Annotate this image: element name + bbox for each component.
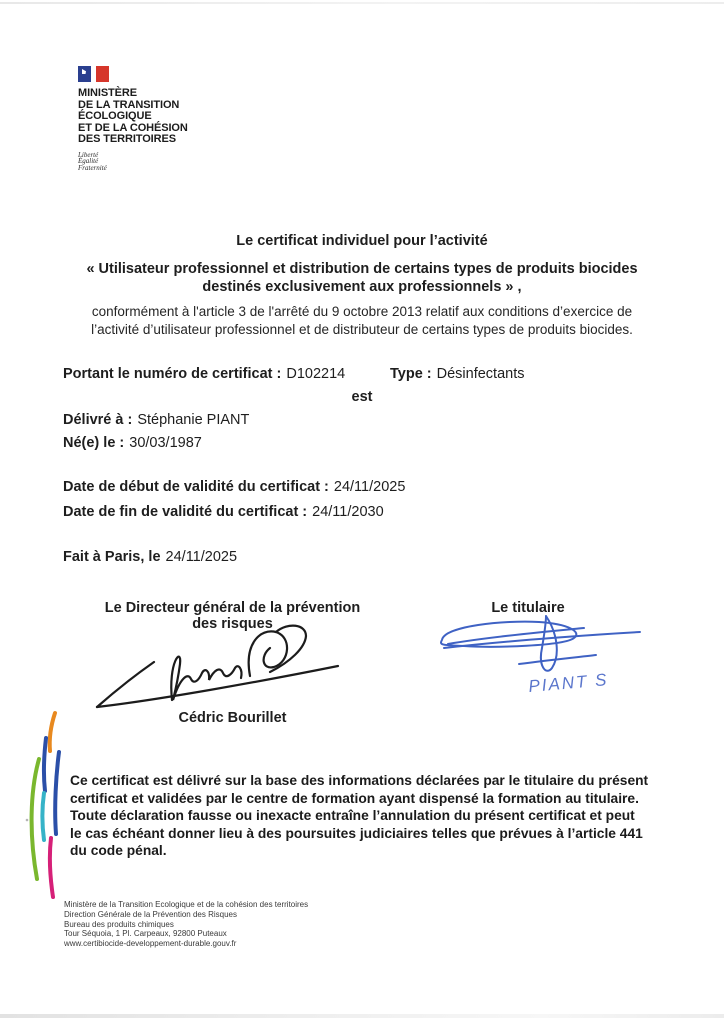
legal-basis-line: l’activité d’utilisateur professionnel et de distributeur de certains types de produits biocides. (91, 322, 633, 337)
legal-notice-line: Ce certificat est délivré sur la base des informations déclarées par le titulaire du présent (70, 773, 649, 788)
legal-notice-line: du code pénal. (70, 843, 167, 859)
validity-start-value: 24/11/2025 (333, 479, 406, 495)
validity-start-row (63, 479, 683, 496)
motto-line: Liberté (78, 150, 99, 159)
motto-line: Égalité (78, 157, 99, 165)
holder-handwritten-name: PIANT S (527, 670, 610, 696)
legal-notice-line: Toute déclaration fausse ou inexacte entraîne l’annulation du présent certificat et peut (70, 808, 635, 824)
issued-at-row (63, 549, 683, 566)
holder-signature-title: Le titulaire (491, 600, 565, 616)
magenta-stroke (50, 838, 53, 897)
footer-line: Direction Générale de la Prévention des Risques (64, 909, 237, 919)
republic-motto (78, 152, 188, 172)
scan-speck (26, 819, 29, 822)
certificate-title: Le certificat individuel pour l’activité (236, 233, 488, 249)
certificate-number-row (63, 366, 683, 383)
issued-at-value: 24/11/2025 (165, 549, 238, 565)
issued-to-value: Stéphanie PIANT (137, 412, 250, 428)
flag-red-block (96, 66, 109, 82)
issued-to-row (63, 412, 683, 429)
green-stroke (32, 759, 39, 879)
validity-end-row (63, 504, 683, 521)
director-name: Cédric Bourillet (178, 710, 287, 726)
ministry-line: DE LA TRANSITION (78, 98, 180, 111)
legal-notice (70, 772, 670, 860)
footer-line: Tour Séquoia, 1 Pl. Carpeaux, 92800 Puteaux (64, 929, 227, 939)
birth-date-row (63, 435, 683, 452)
footer-line: Bureau des produits chimiques (64, 919, 174, 929)
footer-website: www.certibiocide-developpement-durable.gouv.fr (64, 939, 237, 949)
cyan-stroke (43, 793, 45, 840)
certificate-number-value: D102214 (286, 366, 346, 382)
issued-at-label: Fait à Paris, le (63, 549, 161, 565)
blue-stroke-long (55, 752, 59, 834)
certificate-activity-title (52, 260, 672, 296)
legal-basis-line: conformément à l'article 3 de l'arrêté du 9 octobre 2013 relatif aux conditions d’exercice de (91, 304, 633, 319)
motto-line: Fraternité (78, 163, 107, 172)
birth-date-label: Né(e) le : (63, 435, 125, 451)
ministry-line: MINISTÈRE (78, 87, 137, 99)
ministry-line: ET DE LA COHÉSION (78, 121, 188, 134)
validity-start-label: Date de début de validité du certificat : (63, 479, 329, 495)
orange-stroke (50, 713, 55, 751)
footer-line: Ministère de la Transition Ecologique et de la cohésion des territoires (64, 900, 309, 909)
certificate-number-label: Portant le numéro de certificat : (63, 366, 282, 382)
director-signature-ink (88, 620, 348, 720)
legal-basis-text (52, 303, 672, 339)
type-group (390, 366, 524, 383)
french-flag-icon (78, 66, 188, 82)
ministry-wordmark (78, 88, 188, 146)
linking-word: est (351, 389, 373, 405)
blue-stroke-short (44, 738, 46, 791)
government-logo-block (78, 66, 188, 171)
scan-artifact-bottom (0, 1014, 724, 1018)
director-title-line: Le Directeur général de la prévention (104, 600, 361, 616)
validity-end-label: Date de fin de validité du certificat : (63, 504, 308, 520)
activity-title-line: destinés exclusivement aux professionnels » , (202, 279, 522, 295)
ministry-line: DES TERRITOIRES (78, 133, 176, 145)
ministry-line: ÉCOLOGIQUE (78, 110, 152, 122)
type-value: Désinfectants (436, 366, 525, 382)
type-label: Type : (390, 366, 432, 382)
footer-contact-block (64, 900, 308, 949)
birth-date-value: 30/03/1987 (129, 435, 202, 451)
scan-artifact-top (0, 2, 724, 4)
legal-notice-line: le cas échéant donner lieu à des poursuites judiciaires telles que prévues à l’article 441 (70, 825, 643, 841)
activity-title-line: « Utilisateur professionnel et distribution de certains types de produits biocides (86, 261, 638, 277)
validity-end-value: 24/11/2030 (312, 504, 384, 520)
issued-to-label: Délivré à : (63, 412, 133, 428)
holder-signature-ink (424, 608, 654, 703)
legal-notice-line: certificat et validées par le centre de formation ayant dispensé la formation au titulaire. (70, 790, 639, 806)
director-title-line: des risques (192, 616, 273, 632)
flag-blue-block (78, 66, 91, 82)
